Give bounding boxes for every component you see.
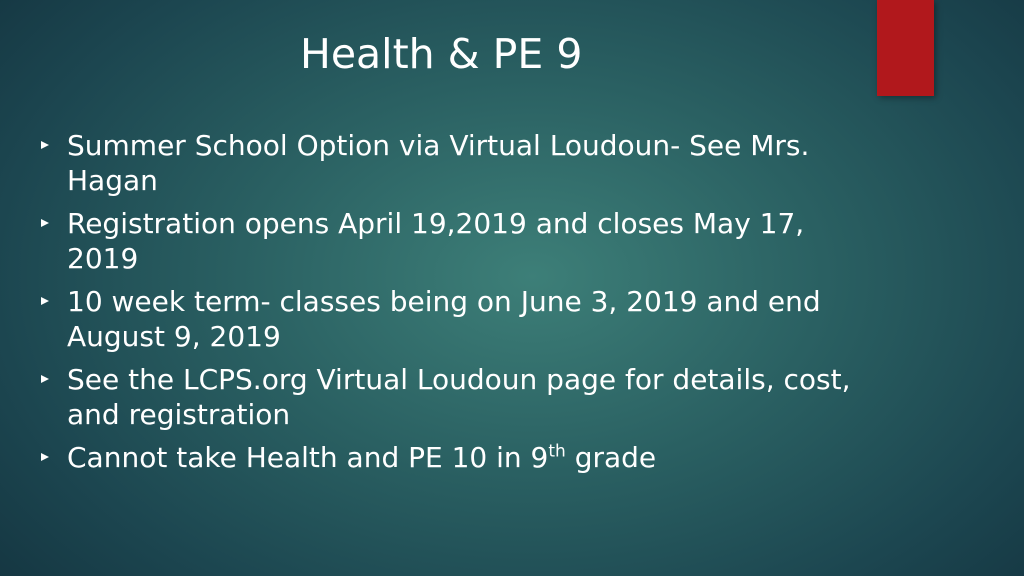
triangle-right-icon bbox=[40, 284, 67, 306]
list-item bbox=[40, 362, 890, 432]
bullet-text bbox=[67, 440, 877, 475]
bullet-text: 10 week term- classes being on June 3, 2019 and end August 9, 2019 bbox=[67, 285, 821, 353]
accent-bar bbox=[877, 0, 934, 96]
bullet-text-main: Cannot take Health and PE 10 in 9 bbox=[67, 441, 549, 474]
list-item bbox=[40, 206, 890, 276]
triangle-right-icon bbox=[40, 206, 67, 228]
slide-title: Health & PE 9 bbox=[300, 30, 583, 78]
triangle-right-icon bbox=[40, 128, 67, 150]
triangle-right-icon bbox=[40, 440, 67, 462]
list-item bbox=[40, 128, 890, 198]
triangle-right-icon bbox=[40, 362, 67, 384]
list-item bbox=[40, 440, 890, 475]
bullet-text: Registration opens April 19,2019 and closes May 17, 2019 bbox=[67, 207, 805, 275]
ordinal-superscript: th bbox=[548, 441, 566, 462]
bullet-list bbox=[40, 128, 890, 483]
bullet-text: Summer School Option via Virtual Loudoun- See Mrs. Hagan bbox=[67, 129, 810, 197]
list-item bbox=[40, 284, 890, 354]
bullet-text: See the LCPS.org Virtual Loudoun page for details, cost, and registration bbox=[67, 363, 851, 431]
bullet-text-end: grade bbox=[565, 441, 657, 474]
